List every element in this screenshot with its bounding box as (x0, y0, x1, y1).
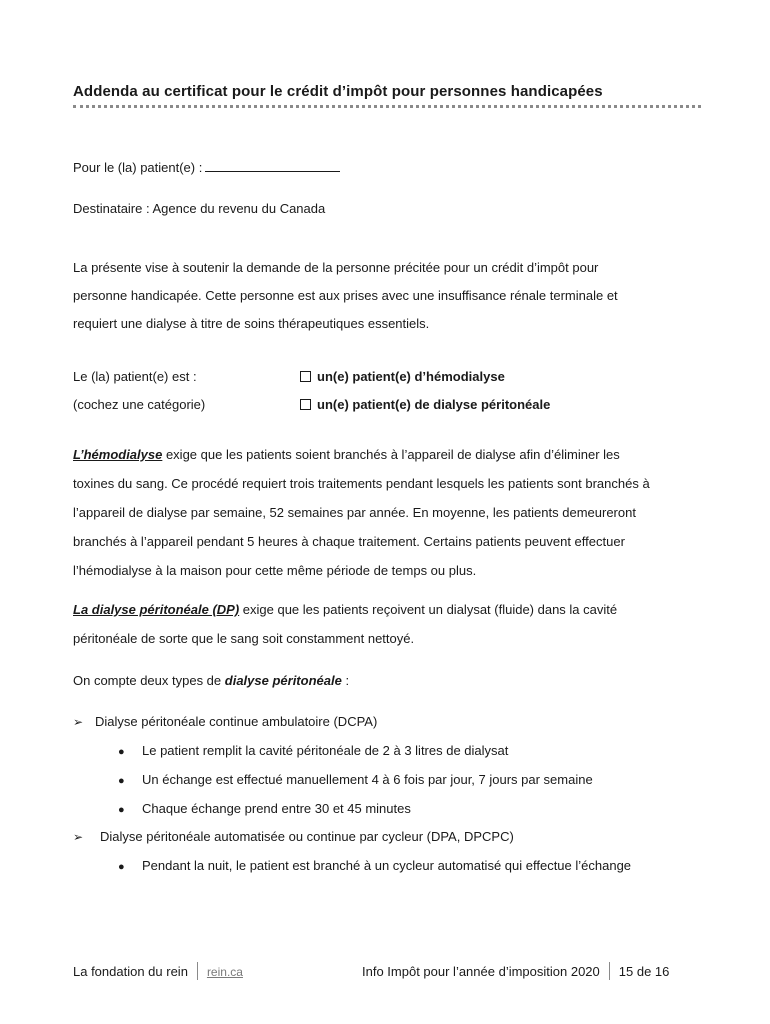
checkbox-icon[interactable] (300, 399, 311, 410)
footer-info: Info Impôt pour l’année d’imposition 2020 (362, 964, 600, 979)
checkbox-icon[interactable] (300, 371, 311, 382)
bullet-icon: ● (118, 746, 125, 758)
intro-line-2: personne handicapée. Cette personne est aux prises avec une insuffisance rénale terminale et (73, 288, 618, 303)
hemodialysis-option-label: un(e) patient(e) d’hémodialyse (317, 369, 505, 384)
category-label: Le (la) patient(e) est : (73, 369, 197, 384)
peritoneal-option[interactable] (300, 397, 550, 412)
sub-list-item: ● Pendant la nuit, le patient est branché à un cycleur automatisé qui effectue l’échange (118, 858, 632, 873)
sub-list-item: ● Un échange est effectué manuellement 4 à 6 fois par jour, 7 jours par semaine (118, 772, 593, 787)
types-line: On compte deux types de dialyse péritonéale : (73, 673, 350, 688)
hemo-line-5: l’hémodialyse à la maison pour cette même période de temps ou plus. (73, 563, 477, 578)
dp-term: La dialyse péritonéale (DP) (73, 602, 240, 617)
footer-right (362, 962, 669, 980)
hemo-line-2: toxines du sang. Ce procédé requiert trois traitements pendant lesquels les patients sont branchés à (73, 476, 650, 491)
arrow-bullet-icon: ➢ (73, 715, 84, 729)
bullet-icon: ● (118, 775, 125, 787)
dp-line-2: péritonéale de sorte que le sang soit constamment nettoyé. (73, 631, 415, 646)
page-number: 15 de 16 (618, 964, 670, 979)
list-item (73, 714, 377, 729)
footer-divider (609, 962, 610, 980)
footer-divider (197, 962, 198, 980)
dp-line-1 (73, 602, 617, 617)
footer-org: La fondation du rein (73, 964, 188, 979)
bullet-icon: ● (118, 861, 125, 873)
title-divider (73, 105, 701, 108)
category-instruction: (cochez une catégorie) (73, 397, 206, 412)
patient-name-blank (205, 160, 340, 172)
hemodialysis-option[interactable] (300, 369, 505, 384)
dp-line-1-text: exige que les patients reçoivent un dialysat (fluide) dans la cavité (239, 602, 618, 617)
hemo-line-1-text: exige que les patients soient branchés à l’appareil de dialyse afin d’éliminer les (162, 447, 620, 462)
list-item-label: Dialyse péritonéale continue ambulatoire (DCPA) (95, 714, 378, 729)
list-item-label: Dialyse péritonéale automatisée ou continue par cycleur (DPA, DPCPC) (100, 829, 514, 844)
sub-list-item: ● Chaque échange prend entre 30 et 45 minutes (118, 801, 411, 816)
footer-left (73, 962, 243, 980)
footer-link[interactable]: rein.ca (206, 965, 243, 979)
sub-list-item: ● Le patient remplit la cavité péritonéale de 2 à 3 litres de dialysat (118, 743, 509, 758)
arrow-bullet-icon: ➢ (73, 830, 84, 844)
list-item (73, 829, 514, 844)
patient-line (73, 160, 340, 175)
types-term: dialyse péritonéale (224, 673, 342, 688)
intro-line-3: requiert une dialyse à titre de soins thérapeutiques essentiels. (73, 316, 430, 331)
hemo-line-3: l’appareil de dialyse par semaine, 52 semaines par année. En moyenne, les patients demeureront (73, 505, 636, 520)
patient-label: Pour le (la) patient(e) : (73, 160, 203, 175)
bullet-icon: ● (118, 804, 125, 816)
page-title: Addenda au certificat pour le crédit d’impôt pour personnes handicapées (73, 83, 603, 100)
hemo-line-1 (73, 447, 620, 462)
hemo-term: L’hémodialyse (73, 447, 163, 462)
peritoneal-option-label: un(e) patient(e) de dialyse péritonéale (317, 397, 551, 412)
recipient-line: Destinataire : Agence du revenu du Canada (73, 201, 326, 216)
intro-line-1: La présente vise à soutenir la demande de la personne précitée pour un crédit d’impôt pour (73, 260, 599, 275)
hemo-line-4: branchés à l’appareil pendant 5 heures à chaque traitement. Certains patients peuvent effectuer (73, 534, 625, 549)
